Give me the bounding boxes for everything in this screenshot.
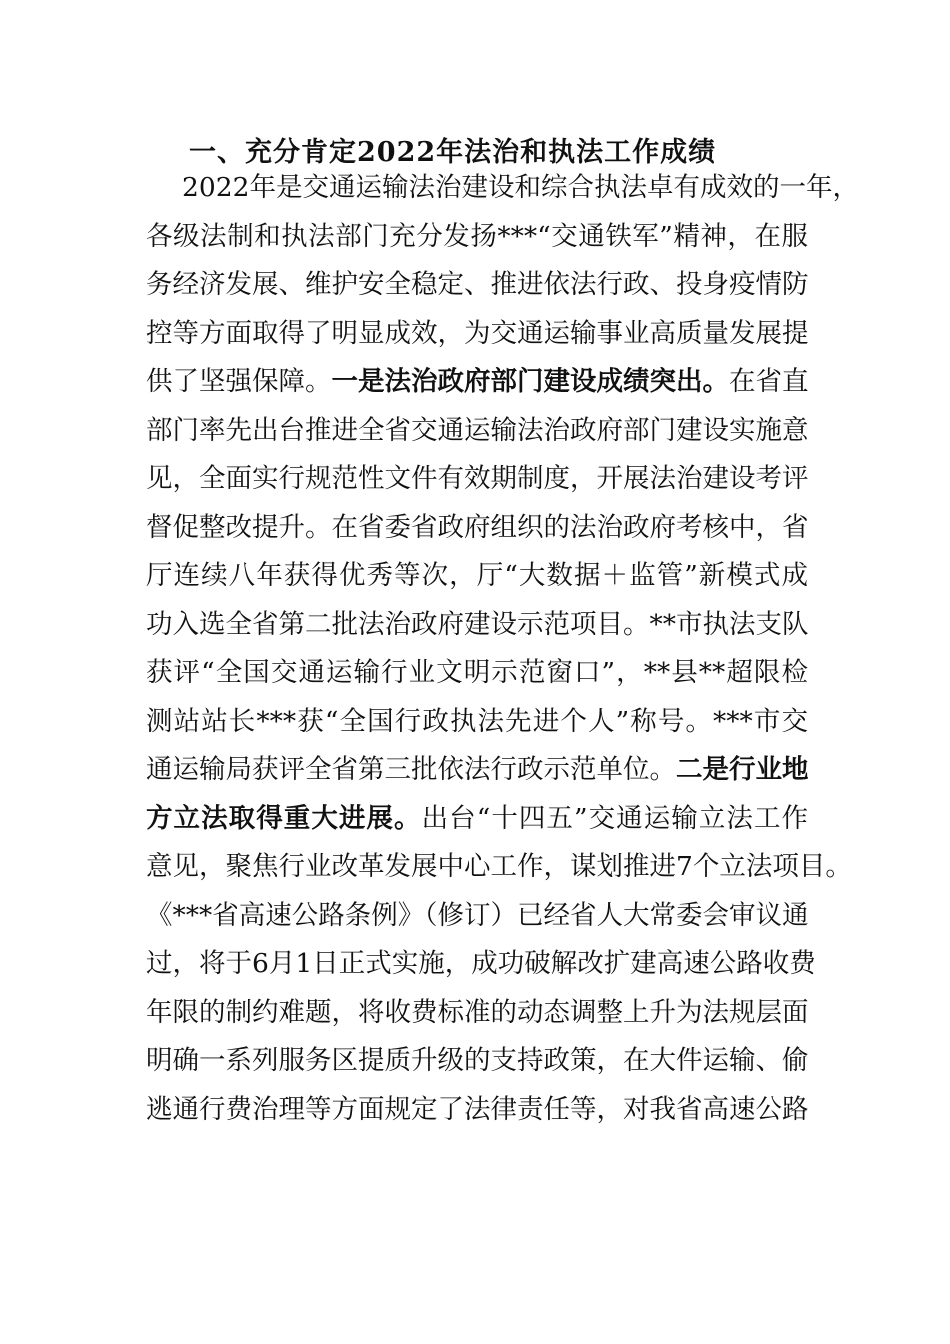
bold-highlight: 一是法治政府部门建设成绩突出。: [331, 366, 729, 397]
paragraph-line: [146, 746, 808, 795]
section-heading: 一、充分肯定2022年法治和执法工作成绩: [189, 137, 717, 168]
paragraph-line: 年限的制约难题，将收费标准的动态调整上升为法规层面: [146, 996, 809, 1028]
paragraph-line: 督促整改提升。在省委省政府组织的法治政府考核中，省: [146, 511, 809, 543]
paragraph-line: 明确一系列服务区提质升级的支持政策，在大件运输、偷: [146, 1045, 809, 1076]
bold-highlight: 方立法取得重大进展。: [146, 802, 422, 834]
paragraph-line: 过，将于6月1日正式实施，成功破解改扩建高速公路收费: [146, 948, 816, 979]
plain-text: 供了坚强保障。: [146, 366, 332, 397]
paragraph-line: 功入选全省第二批法治政府建设示范项目。**市执法支队: [146, 608, 809, 640]
plain-text: 通运输局获评全省第三批依法行政示范单位。: [146, 754, 676, 785]
paragraph-line: 获评“全国交通运输行业文明示范窗口”，**县**超限检: [146, 657, 808, 688]
bold-highlight: 二是行业地: [676, 754, 809, 785]
paragraph-line: 意见，聚焦行业改革发展中心工作，谋划推进7个立法项目。: [146, 851, 852, 882]
paragraph-line: 《***省高速公路条例》（修订）已经省人大常委会审议通: [146, 899, 809, 931]
paragraph-line: 控等方面取得了明显成效，为交通运输事业高质量发展提: [146, 317, 809, 349]
body-paragraph: [146, 164, 859, 1134]
paragraph-line: [146, 358, 808, 407]
paragraph-line: 各级法制和执法部门充分发扬***“交通铁军”精神，在服: [146, 220, 808, 252]
paragraph-line: 部门率先出台推进全省交通运输法治政府部门建设实施意: [146, 414, 809, 446]
paragraph-line: [146, 795, 808, 844]
paragraph-line: 见，全面实行规范性文件有效期制度，开展法治建设考评: [146, 463, 809, 494]
paragraph-line: 务经济发展、维护安全稳定、推进依法行政、投身疫情防: [146, 269, 809, 300]
plain-text: 在省直: [729, 366, 809, 397]
paragraph-line: 逃通行费治理等方面规定了法律责任等，对我省高速公路: [146, 1093, 809, 1125]
plain-text: 出台“十四五”交通运输立法工作: [421, 802, 808, 834]
paragraph-line: 2022年是交通运输法治建设和综合执法卓有成效的一年，: [182, 172, 859, 203]
paragraph-line: 厅连续八年获得优秀等次，厅“大数据＋监管”新模式成: [146, 560, 808, 591]
paragraph-line: 测站站长***获“全国行政执法先进个人”称号。***市交: [146, 705, 808, 737]
